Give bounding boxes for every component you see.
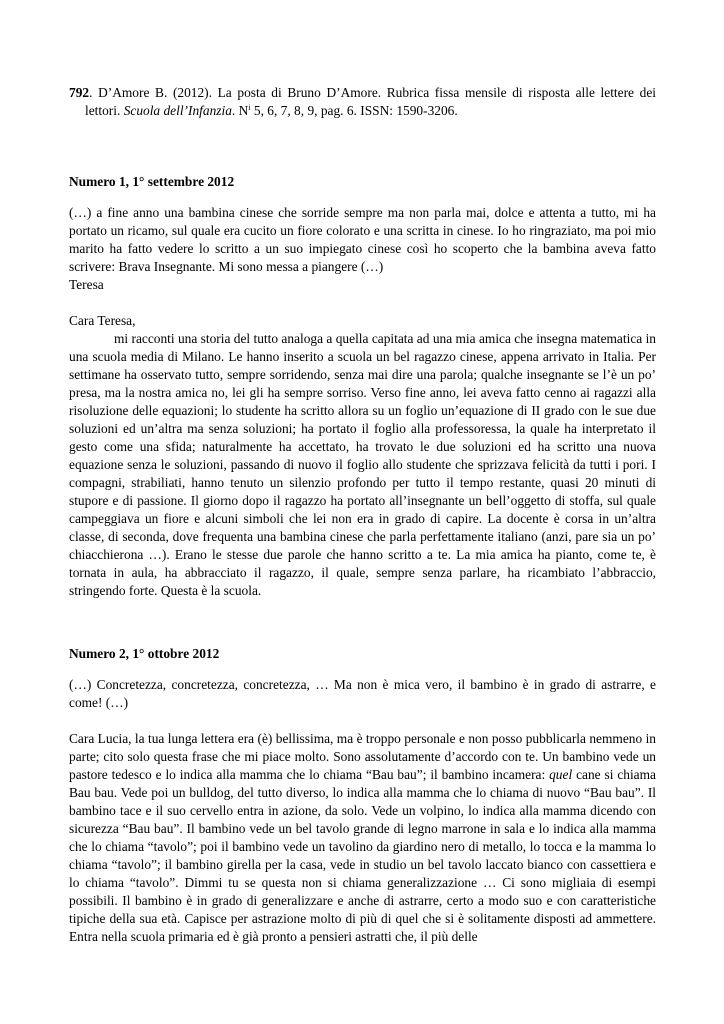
reference-issue-prefix: . N [231, 103, 249, 118]
section-heading-1: Numero 1, 1° settembre 2012 [69, 174, 235, 189]
bibliographic-reference [69, 84, 656, 120]
reply-body-2-italic: quel [549, 767, 573, 782]
reply-body-2 [69, 730, 656, 946]
reader-letter-1: (…) a fine anno una bambina cinese che sorride sempre ma non parla mai, dolce e attenta a tutto, mi ha portato un ricamo, sul quale era cucito un fiore colorato e una scritta in cinese. Io ho ringraziato, ma poi mio marito ha fatto vedere lo scritto a un suo impiegato cinese così ho scoperto che la bambina aveva fatto scrivere: Brava Insegnante. Mi sono messa a piangere (…) [69, 205, 656, 274]
journal-title: Scuola dell’Infanzia [123, 103, 232, 118]
letter-signature-1: Teresa [69, 277, 104, 292]
reference-text: . D’Amore B. (2012). La posta di Bruno D’Amore. Rubrica fissa mensile di risposta alle lettere dei lettori. [85, 85, 656, 118]
reference-issue-details: 5, 6, 7, 8, 9, pag. 6. ISSN: 1590-3206. [250, 103, 458, 118]
reply-body-2-part2: cane si chiama Bau bau. Vede poi un bulldog, del tutto diverso, lo indica alla mamma che lo chiama di nuovo “Bau bau”. Il bambino tace e il suo cervello entra in azione, da solo. Vede un volpino, lo indica alla mamma dicendo con sicurezza “Bau bau”. Il bambino vede un bel tavolo grande di legno marrone in sala e lo indica alla mamma che lo chiama “tavolo”; poi il bambino vede un tavolino da giardino nero di metallo, lo tocca e la mamma lo chiama “tavolo”; il bambino girella per la casa, vede in studio un bel tavolo laccato bianco con cassettiera e lo chiama “tavolo”. Dimmi tu se questa non si chiama generalizzazione … Ci sono migliaia di esempi possibili. Il bambino è in grado di generalizzare e anche di astrarre, certo a modo suo e con caratteristiche tipiche della sua età. Capisce per astrazione molto di più di quel che si è solitamente disposti ad ammettere. Entra nella scuola primaria ed è già pronto a pensieri astratti che, il più delle [69, 767, 656, 944]
reader-letter-2: (…) Concretezza, concretezza, concretezza, … Ma non è mica vero, il bambino è in grado di astrarre, e come! (…) [69, 677, 656, 710]
reply-body-2-part1: Cara Lucia, la tua lunga lettera era (è) bellissima, ma è troppo personale e non posso pubblicarla nemmeno in parte; cito solo questa frase che mi piace molto. Sono assolutamente d’accordo con te. Un bambino vede un pastore tedesco e lo indica alla mamma che lo chiama “Bau bau”; il bambino incamera: [69, 731, 656, 782]
section-heading-2: Numero 2, 1° ottobre 2012 [69, 646, 220, 661]
reference-sup: i [248, 103, 251, 112]
reply-salutation-1: Cara Teresa, [69, 313, 136, 328]
document-page [69, 84, 656, 946]
reference-number: 792 [69, 85, 90, 100]
reply-body-1: mi racconti una storia del tutto analoga a quella capitata ad una mia amica che insegna matematica in una scuola media di Milano. Le hanno inserito a scuola un bel ragazzo cinese, appena arrivato in Italia. Per settimane ha osservato tutto, sempre sorridendo, senza mai dire una parola; qualche insegnante se l’è un po’ presa, ma la nostra amica no, lei gli ha sempre sorriso. Verso fine anno, lei aveva fatto cenno ai ragazzi alla risoluzione delle equazioni; lo studente ha scritto allora su un foglio un’equazione di II grado con le sue due soluzioni ed un’altra ma senza soluzioni; ha portato il foglio alla professoressa, la quale ha interpretato il gesto come una sfida; naturalmente ha accettato, ha trovato le due soluzioni ed ha scritto una nuova equazione senza le soluzioni, passando di nuovo il foglio allo studente che sprizzava felicità da tutti i pori. I compagni, strabiliati, hanno tenuto un silenzio profondo per tutto il tempo restante, quasi 20 minuti di stupore e di passione. Il giorno dopo il ragazzo ha portato all’insegnante un bell’oggetto di stoffa, sul quale campeggiava un fiore e alcuni simboli che lei non era in grado di capire. La docente è corsa in un’altra classe, di seconda, dove frequenta una bambina cinese che parla perfettamente italiano (anzi, pare sia un po’ chiacchierona …). Erano le stesse due parole che hanno scritto a te. La mia amica ha pianto, come te, è tornata in aula, ha abbracciato il ragazzo, il quale, sempre senza parlare, ha ricambiato l’abbraccio, stringendo forte. Questa è la scuola. [69, 331, 656, 598]
